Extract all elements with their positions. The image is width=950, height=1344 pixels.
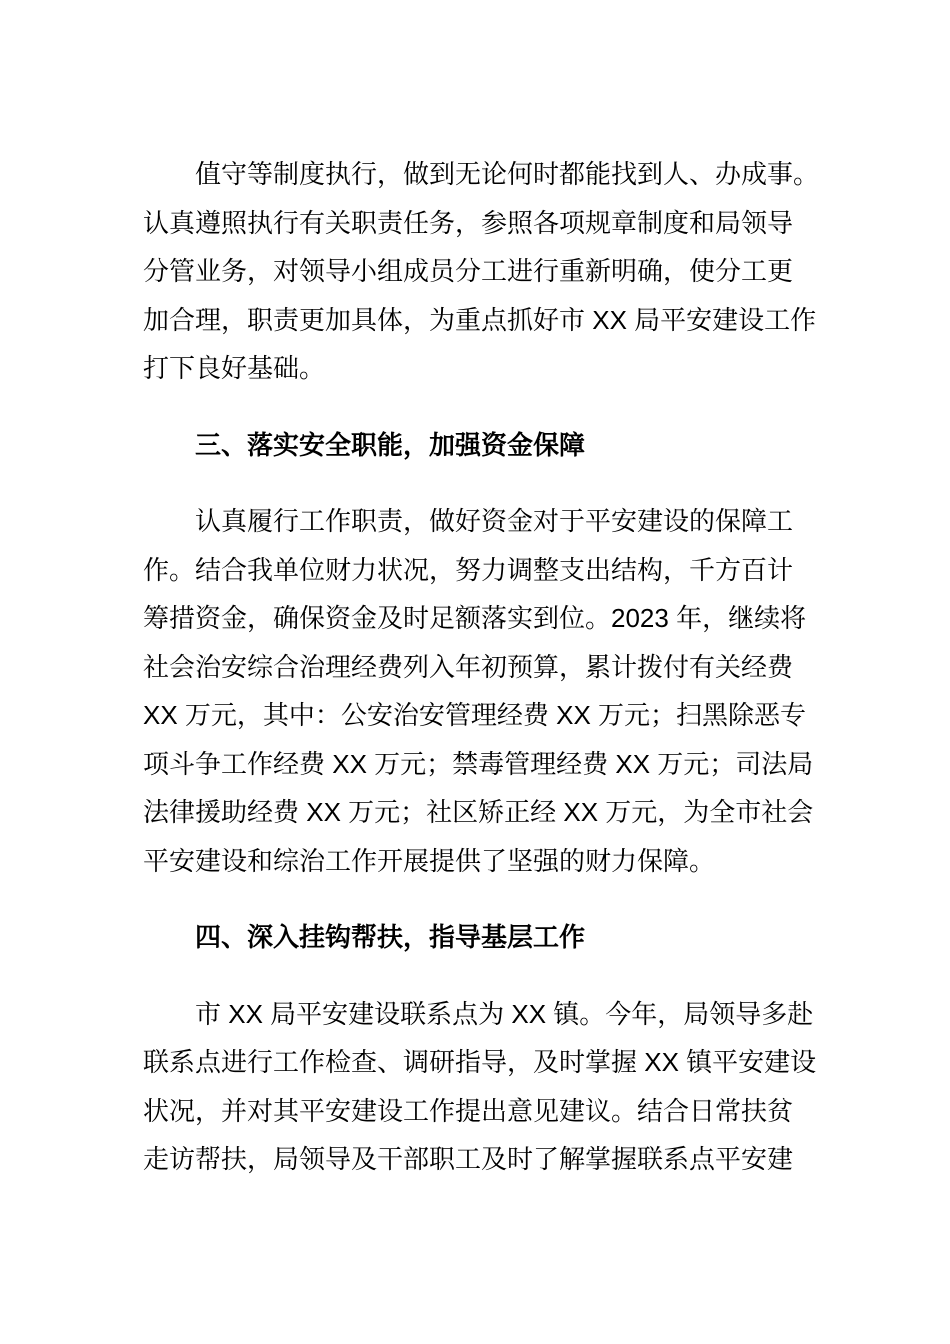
heading-section-four [143,913,807,962]
text-line: 认真履行工作职责，做好资金对于平安建设的保障工 [195,506,794,536]
document-text-column [143,150,820,1184]
paragraph-duty-system [143,150,820,393]
text-line: 项斗争工作经费 XX 万元；禁毒管理经费 XX 万元；司法局 [143,748,814,779]
text-line: 分管业务，对领导小组成员分工进行重新明确，使分工更 [143,256,794,286]
text-line: 法律援助经费 XX 万元；社区矫正经 XX 万元，为全市社会 [143,797,814,827]
text-line: 加合理，职责更加具体，为重点抓好市 XX 局平安建设工作 [143,304,817,335]
text-line: 打下良好基础。 [143,353,326,383]
text-line: 平安建设和综治工作开展提供了坚强的财力保障。 [143,845,716,876]
text-line: 值守等制度执行，做到无论何时都能找到人、办成事。 [195,159,820,189]
heading-line: 三、落实安全职能，加强资金保障 [195,429,586,460]
text-line: 市 XX 局平安建设联系点为 XX 镇。今年，局领导多赴 [195,998,814,1029]
paragraph-liaison-point [143,990,817,1184]
text-line: XX 万元，其中：公安治安管理经费 XX 万元；扫黑除恶专 [143,700,807,730]
paragraph-funding-guarantee [143,497,814,885]
text-line: 社会治安综合治理经费列入年初预算，累计拨付有关经费 [143,651,794,682]
text-line: 作。结合我单位财力状况，努力调整支出结构，千方百计 [143,554,794,585]
heading-section-three [143,421,807,470]
text-line: 筹措资金，确保资金及时足额落实到位。2023 年，继续将 [143,603,807,633]
text-line: 状况，并对其平安建设工作提出意见建议。结合日常扶贫 [143,1095,794,1126]
text-line: 走访帮扶，局领导及干部职工及时了解掌握联系点平安建 [143,1144,794,1174]
text-line: 认真遵照执行有关职责任务，参照各项规章制度和局领导 [143,207,794,238]
heading-line: 四、深入挂钩帮扶，指导基层工作 [195,922,586,952]
text-line: 联系点进行工作检查、调研指导，及时掌握 XX 镇平安建设 [143,1047,817,1077]
